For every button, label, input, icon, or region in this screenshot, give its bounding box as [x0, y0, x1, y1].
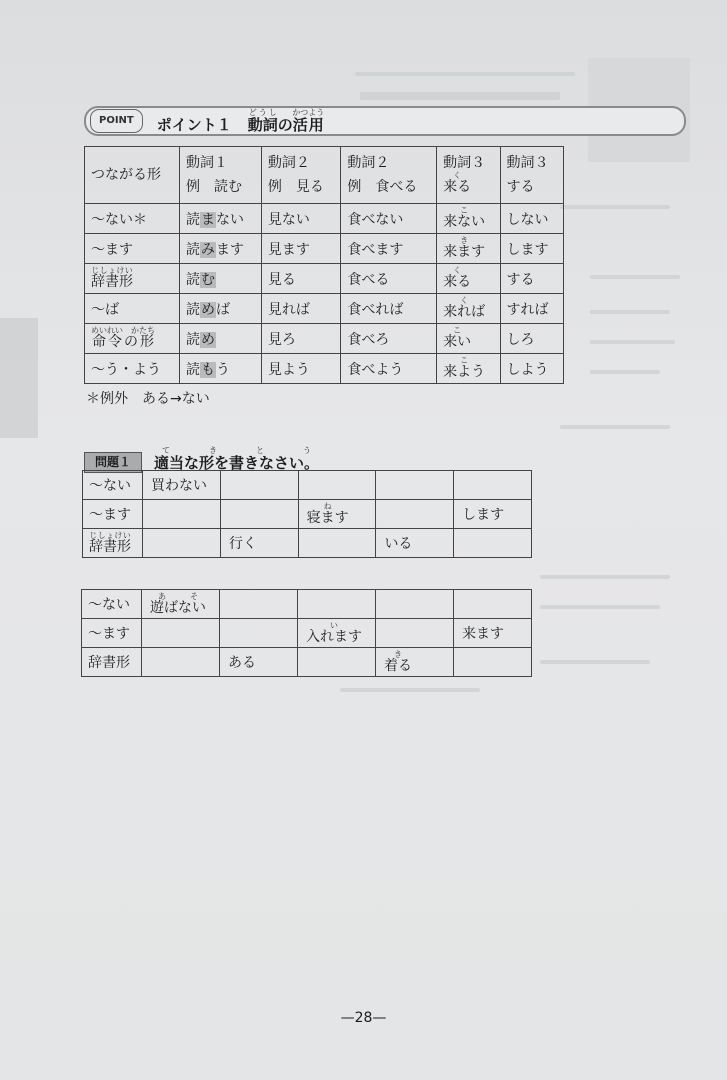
table-cell: 食べない [341, 204, 437, 234]
table-cell: 来いこ [437, 324, 500, 354]
table-row [83, 500, 532, 529]
answer-cell[interactable] [298, 529, 376, 558]
header-cell: 動詞３ 来るく [437, 147, 500, 204]
table-cell: しない [500, 204, 563, 234]
table-row [85, 324, 564, 354]
bleed-through-line [590, 275, 680, 279]
row-label: 命令の形めいれい かたち [85, 324, 180, 354]
answer-cell: 遊ばないあそ [142, 590, 220, 619]
table-cell: しよう [500, 354, 563, 384]
table-cell: 来るく [437, 264, 500, 294]
table-row [82, 590, 532, 619]
table-cell: 来ればく [437, 294, 500, 324]
table-cell: すれば [500, 294, 563, 324]
answer-cell[interactable] [454, 471, 532, 500]
answer-cell[interactable] [142, 500, 220, 529]
row-label: 〜ない＊ [85, 204, 180, 234]
table-cell: 見る [261, 264, 341, 294]
bleed-through-line [355, 72, 575, 76]
table-row [83, 529, 532, 558]
bleed-through-line [360, 92, 560, 100]
answer-cell[interactable] [376, 619, 454, 648]
exercise-table-1 [82, 470, 532, 558]
bleed-through-line [590, 370, 660, 374]
table-row [85, 234, 564, 264]
table-cell: 来ますき [437, 234, 500, 264]
bleed-through-line [540, 575, 670, 579]
bleed-through-line [590, 340, 675, 344]
header-cell: 動詞２ 例 見る [261, 147, 341, 204]
table-cell: しろ [500, 324, 563, 354]
highlighted-stem: ま [201, 211, 215, 228]
table-cell: 来ようこ [437, 354, 500, 384]
row-label: 辞書形じしょけい [83, 529, 143, 558]
row-label: 辞書形じしょけい [85, 264, 180, 294]
table-row [85, 204, 564, 234]
table-cell: 食べれば [341, 294, 437, 324]
highlighted-stem: も [201, 361, 215, 378]
conjugation-table [84, 146, 564, 384]
table-row [85, 354, 564, 384]
answer-cell[interactable] [298, 590, 376, 619]
row-label: 〜ない [82, 590, 142, 619]
table-cell: 読め [180, 324, 262, 354]
table-header-row [85, 147, 564, 204]
row-label: 〜ば [85, 294, 180, 324]
answer-cell: 入れますい [298, 619, 376, 648]
table-cell: 読む [180, 264, 262, 294]
point-title-prefix: ポイント１ [156, 115, 232, 134]
answer-cell[interactable] [220, 590, 298, 619]
highlighted-stem: む [201, 271, 215, 288]
answer-cell: 買わない [142, 471, 220, 500]
problem-header [84, 446, 319, 473]
answer-cell[interactable] [376, 590, 454, 619]
answer-cell[interactable] [220, 500, 298, 529]
bleed-through-line [340, 688, 480, 692]
bleed-through-line [540, 605, 660, 609]
table-cell: 食べろ [341, 324, 437, 354]
table-row [83, 471, 532, 500]
table-cell: 見れば [261, 294, 341, 324]
answer-cell[interactable] [142, 648, 220, 677]
table-row [85, 294, 564, 324]
bleed-through-tab [0, 318, 38, 438]
bleed-through-line [540, 660, 650, 664]
row-label: 〜ます [85, 234, 180, 264]
answer-cell: ある [220, 648, 298, 677]
header-label: つながる形 [85, 147, 180, 204]
problem-badge: 問題１ [84, 452, 142, 473]
answer-cell[interactable] [376, 500, 454, 529]
row-label: 〜う・よう [85, 354, 180, 384]
point-title-main: 動詞 [247, 115, 278, 134]
answer-cell: 来ます [454, 619, 532, 648]
bleed-through-line [590, 310, 670, 314]
table-cell: 食べます [341, 234, 437, 264]
table-cell: 見ます [261, 234, 341, 264]
answer-cell: します [454, 500, 532, 529]
table-row [85, 264, 564, 294]
problem-instruction: 適当な形を書きなさい。てきとう [154, 446, 320, 472]
table-cell: 見ろ [261, 324, 341, 354]
answer-cell: 行く [220, 529, 298, 558]
exercise-table-2 [81, 589, 532, 677]
exception-note: ＊例外 ある→ない [86, 391, 210, 407]
table-cell: 読みます [180, 234, 262, 264]
table-cell: する [500, 264, 563, 294]
highlighted-stem: め [201, 301, 215, 318]
answer-cell[interactable] [298, 471, 376, 500]
header-cell: 動詞１ 例 読む [180, 147, 262, 204]
answer-cell: 着るき [376, 648, 454, 677]
answer-cell[interactable] [454, 529, 532, 558]
header-cell: 動詞３ する [500, 147, 563, 204]
table-row [82, 619, 532, 648]
table-cell: 読もう [180, 354, 262, 384]
highlighted-stem: め [201, 331, 215, 348]
answer-cell[interactable] [454, 590, 532, 619]
page-number: —28— [340, 1010, 387, 1026]
table-cell: 食べる [341, 264, 437, 294]
point-title: ポイント１ 動詞どうしの活用かつよう [156, 107, 325, 134]
table-cell: 来ないこ [437, 204, 500, 234]
bleed-through-line [560, 205, 670, 209]
bleed-through-line [560, 425, 670, 429]
table-cell: します [500, 234, 563, 264]
table-cell: 食べよう [341, 354, 437, 384]
point-badge: POINT [90, 109, 143, 133]
table-cell: 見よう [261, 354, 341, 384]
header-cell: 動詞２ 例 食べる [341, 147, 437, 204]
table-cell: 読まない [180, 204, 262, 234]
row-label: 〜ます [83, 500, 143, 529]
answer-cell[interactable] [454, 648, 532, 677]
table-cell: 読めば [180, 294, 262, 324]
answer-cell[interactable] [220, 619, 298, 648]
answer-cell[interactable] [376, 471, 454, 500]
point-title-end: 活用 [292, 115, 325, 134]
point-header [84, 106, 686, 136]
highlighted-stem: み [201, 241, 215, 258]
answer-cell[interactable] [298, 648, 376, 677]
answer-cell[interactable] [142, 619, 220, 648]
answer-cell: 寝ますね [298, 500, 376, 529]
row-label: 辞書形 [82, 648, 142, 677]
table-cell: 見ない [261, 204, 341, 234]
answer-cell: いる [376, 529, 454, 558]
row-label: 〜ます [82, 619, 142, 648]
answer-cell[interactable] [220, 471, 298, 500]
row-label: 〜ない [83, 471, 143, 500]
table-row [82, 648, 532, 677]
answer-cell[interactable] [142, 529, 220, 558]
